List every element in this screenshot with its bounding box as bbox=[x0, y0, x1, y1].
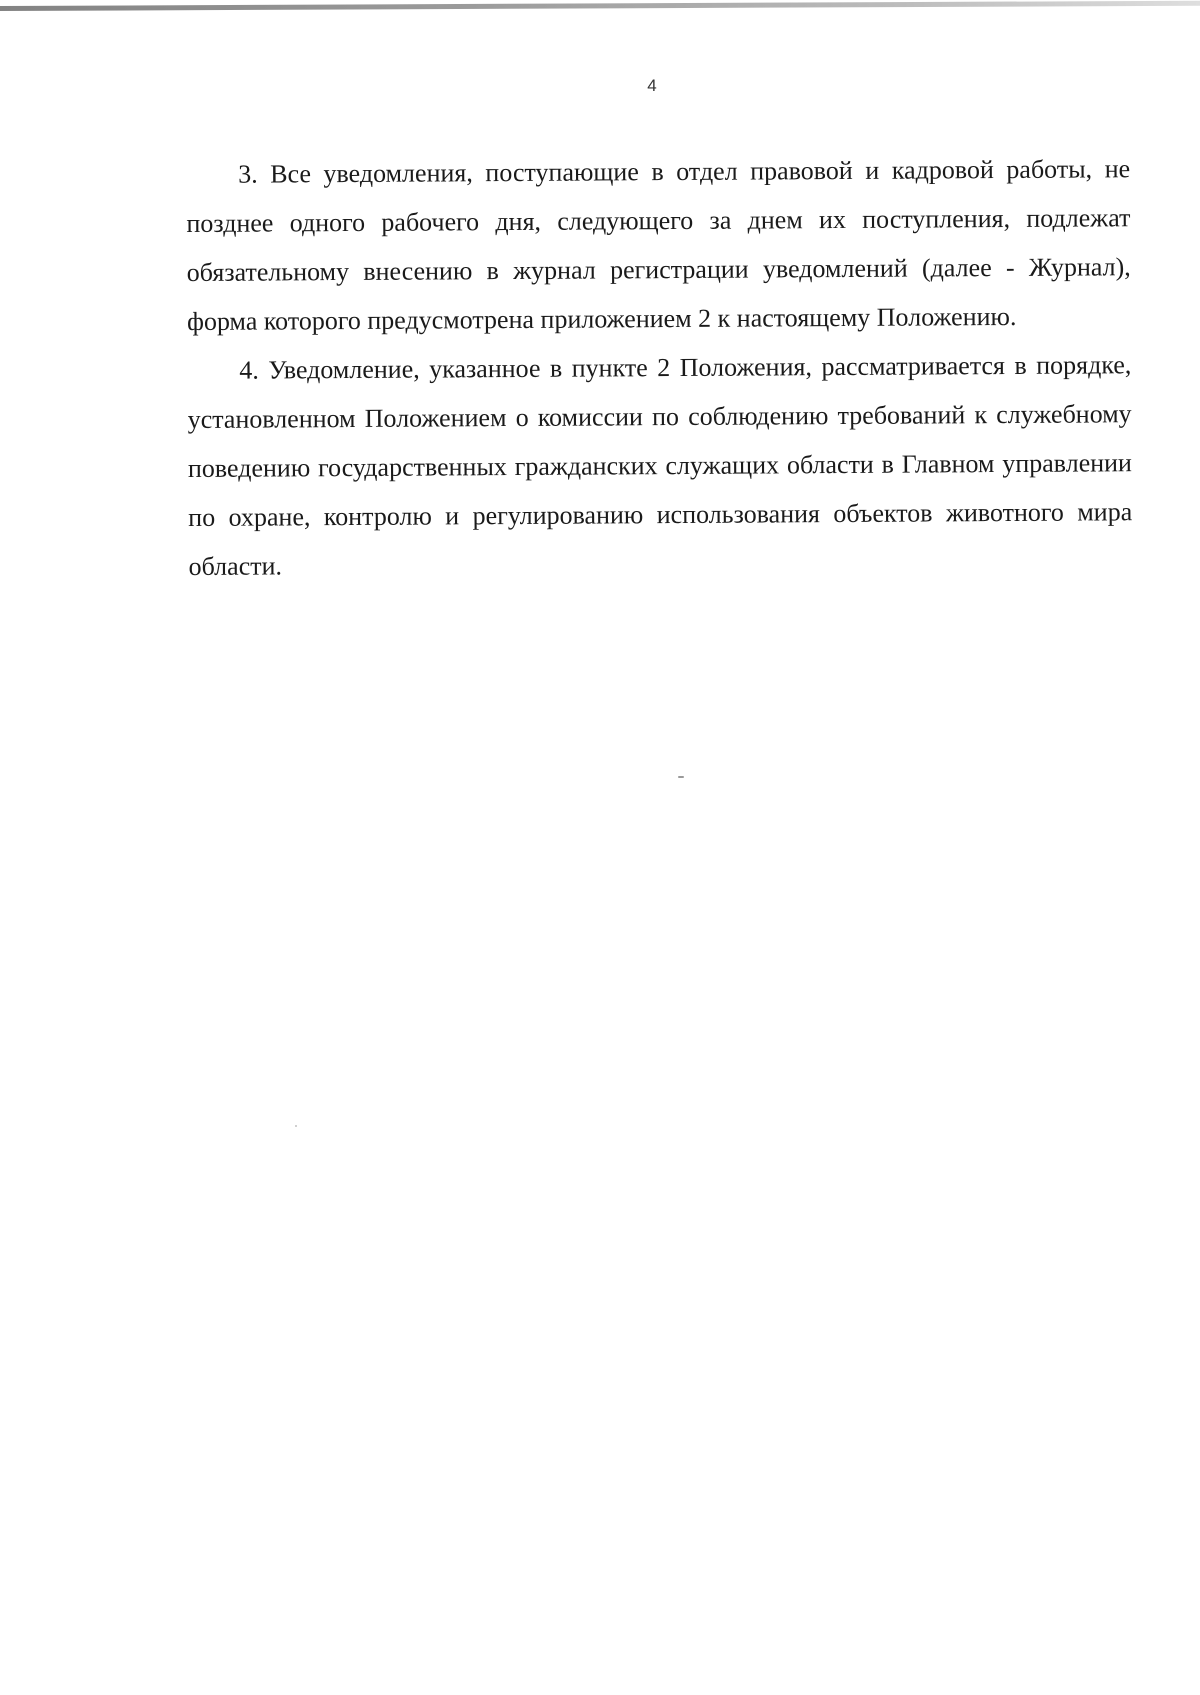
scan-top-edge bbox=[0, 1, 1200, 11]
paragraph-3: 3. Все уведомления, поступающие в отдел правовой и кадровой работы, не позднее одного рабочего дня, следующего за днем их поступления, подлежат обязательному внесению в журнал регистрации уведомлений (далее - Журнал), форма которого предусмотрена приложением 2 к настоящему Положению. bbox=[186, 154, 1131, 336]
scan-speck bbox=[295, 1125, 297, 1127]
page-number: 4 bbox=[647, 76, 657, 95]
paragraph-4: 4. Уведомление, указанное в пункте 2 Положения, рассматривается в порядке, установленном Положением о комиссии по соблюдению требований к служебному поведению государственных гражданских служащих области в Главном управлении по охране, контролю и регулированию использования объектов животного мира области. bbox=[187, 350, 1133, 581]
scan-speck bbox=[678, 776, 684, 778]
document-body bbox=[186, 144, 1133, 591]
